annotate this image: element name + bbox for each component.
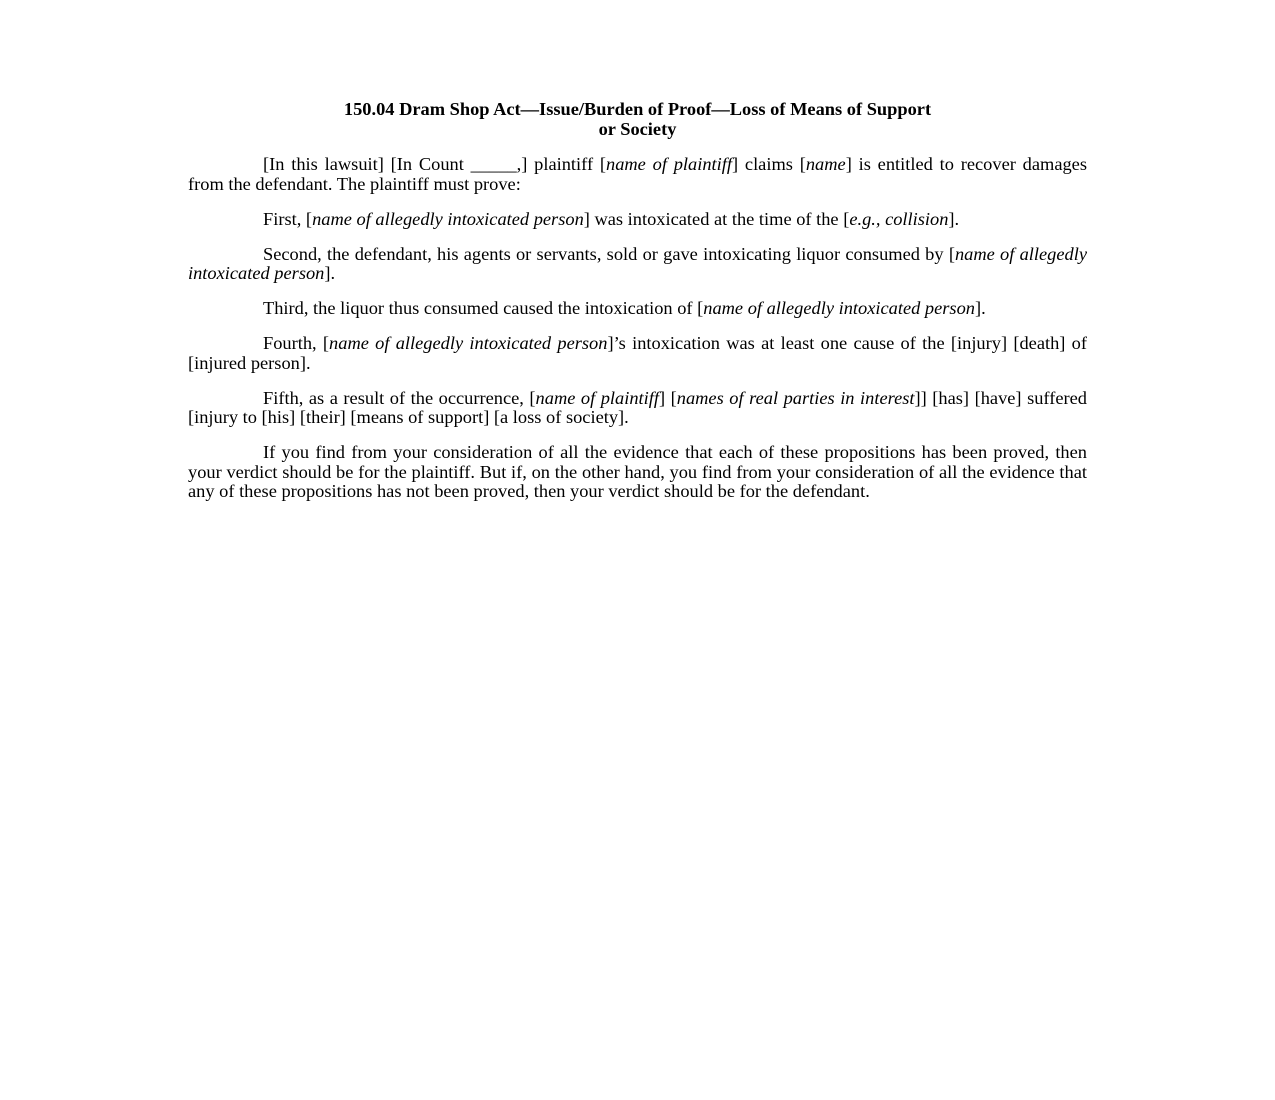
first-element-paragraph — [188, 210, 1087, 230]
paragraph-text: ] [ — [658, 387, 677, 408]
italic-placeholder-text: name of plaintiff — [535, 387, 659, 408]
italic-placeholder-text: name of plaintiff — [606, 154, 732, 174]
third-element-paragraph — [188, 299, 1087, 319]
paragraph-text: ] is entitled to recover damages from the defendant. The plaintiff must prove: — [188, 154, 1087, 194]
fifth-element-paragraph — [188, 389, 1087, 428]
paragraph-text: ]’s intoxication was at least one cause of the [injury] [death] of [injured person]. — [188, 333, 1088, 373]
paragraph-text: ]. — [974, 298, 986, 318]
paragraph-text: Third, the liquor thus consumed caused the intoxication of [ — [263, 298, 704, 318]
italic-placeholder-text: name of allegedly intoxicated person — [188, 243, 1087, 283]
document-title — [188, 100, 1087, 139]
document-page — [188, 100, 1087, 517]
italic-placeholder-text: name of allegedly intoxicated person — [329, 333, 608, 353]
paragraph-text: ]] [has] [have] suffered [injury to [his] [their] [means of support] [a loss of society]. — [188, 387, 1087, 427]
paragraph-text: If you find from your consideration of all the evidence that each of these propositions has been proved, then your verdict should be for the plaintiff. But if, on the other hand, you find from your consideration of all the evidence that any of these propositions has not been proved, then your verdict should be for the defendant. — [188, 442, 1087, 501]
paragraph-text: ] claims [ — [731, 154, 806, 174]
paragraph-text: Fifth, as a result of the occurrence, [ — [263, 387, 536, 408]
verdict-paragraph — [188, 443, 1087, 502]
paragraph-text: Fourth, [ — [263, 333, 330, 353]
paragraph-text: [In this lawsuit] [In Count _____,] plaintiff [ — [263, 154, 606, 174]
intro-paragraph — [188, 155, 1087, 194]
second-element-paragraph — [188, 245, 1087, 284]
paragraph-text: Second, the defendant, his agents or servants, sold or gave intoxicating liquor consumed by [ — [263, 243, 955, 264]
title-line-1: 150.04 Dram Shop Act—Issue/Burden of Proof—Loss of Means of Support — [343, 99, 932, 119]
paragraph-text: First, [ — [263, 208, 313, 229]
paragraph-text: ]. — [948, 208, 960, 229]
italic-placeholder-text: e.g., collision — [849, 208, 949, 229]
italic-placeholder-text: name of allegedly intoxicated person — [312, 208, 584, 229]
italic-placeholder-text: name of allegedly intoxicated person — [703, 298, 975, 318]
document-body — [188, 155, 1087, 502]
italic-placeholder-text: name — [805, 154, 846, 174]
paragraph-text: ]. — [324, 263, 336, 283]
italic-placeholder-text: names of real parties in interest — [676, 387, 915, 408]
paragraph-text: ] was intoxicated at the time of the [ — [583, 208, 850, 229]
title-line-2: or Society — [598, 118, 677, 139]
fourth-element-paragraph — [188, 334, 1087, 373]
